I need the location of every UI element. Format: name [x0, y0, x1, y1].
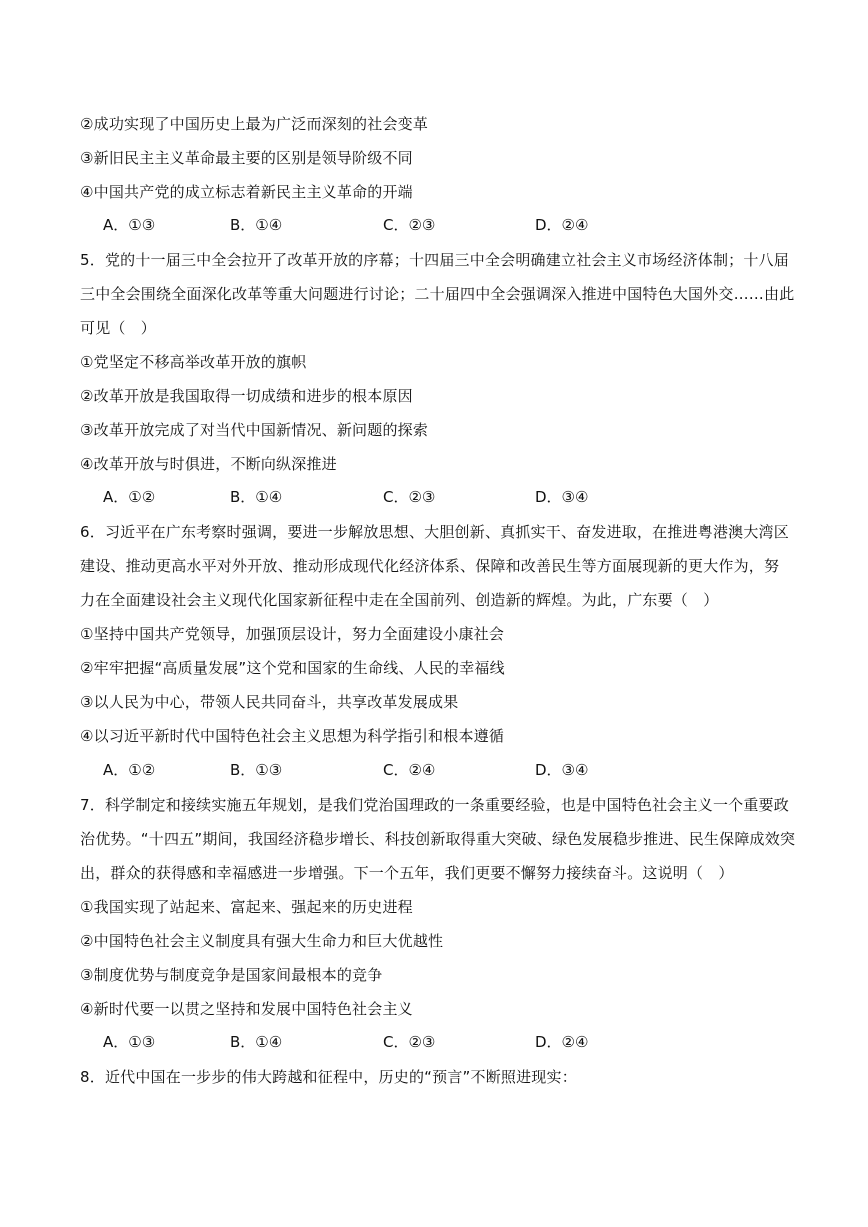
- q5-stem-line-1: 5．党的十一届三中全会拉开了改革开放的序幕；十四届三中全会明确建立社会主义市场经济体制；十八届: [80, 251, 789, 269]
- q7-option-a[interactable]: A．①③: [103, 1033, 156, 1051]
- q6-option-a[interactable]: A．①②: [103, 761, 156, 779]
- q6-stem-line-2: 建设、推动更高水平对外开放、推动形成现代化经济体系、保障和改善民生等方面展现新的更大作为，努: [80, 557, 780, 575]
- q6-choice-item-4: ④以习近平新时代中国特色社会主义思想为科学指引和根本遵循: [80, 727, 505, 745]
- q7-choice-item-2: ②中国特色社会主义制度具有强大生命力和巨大优越性: [80, 932, 444, 950]
- q4-option-a[interactable]: A．①③: [103, 216, 156, 234]
- q5-option-c[interactable]: C．②③: [383, 488, 436, 506]
- q7-answer-options: [103, 1032, 703, 1052]
- q7-option-b[interactable]: B．①④: [230, 1033, 283, 1051]
- q5-choice-item-2: ②改革开放是我国取得一切成绩和进步的根本原因: [80, 387, 413, 405]
- q5-answer-options: [103, 487, 703, 507]
- q7-choice-item-1: ①我国实现了站起来、富起来、强起来的历史进程: [80, 898, 413, 916]
- q4-answer-options: [103, 215, 703, 235]
- q5-stem-line-3: 可见（ ）: [80, 319, 157, 337]
- q4-option-c[interactable]: C．②③: [383, 216, 436, 234]
- q5-choice-item-4: ④改革开放与时俱进，不断向纵深推进: [80, 455, 337, 473]
- q7-choice-item-3: ③制度优势与制度竞争是国家间最根本的竞争: [80, 966, 383, 984]
- q4-option-d[interactable]: D．②④: [535, 216, 589, 234]
- q5-choice-item-3: ③改革开放完成了对当代中国新情况、新问题的探索: [80, 421, 429, 439]
- q8-stem-line-1: 8．近代中国在一步步的伟大跨越和征程中，历史的“预言”不断照进现实：: [80, 1068, 577, 1086]
- q6-choice-item-1: ①坚持中国共产党领导，加强顶层设计，努力全面建设小康社会: [80, 625, 505, 643]
- q7-stem-line-3: 出，群众的获得感和幸福感进一步增强。下一个五年，我们更要不懈努力接续奋斗。这说明（ ）: [80, 864, 734, 882]
- q6-choice-item-2: ②牢牢把握“高质量发展”这个党和国家的生命线、人民的幸福线: [80, 659, 505, 677]
- q4-choice-item-4: ④中国共产党的成立标志着新民主主义革命的开端: [80, 183, 413, 201]
- q6-option-b[interactable]: B．①③: [230, 761, 283, 779]
- q6-stem-line-3: 力在全面建设社会主义现代化国家新征程中走在全国前列、创造新的辉煌。为此，广东要（ ）: [80, 591, 719, 609]
- q7-option-c[interactable]: C．②③: [383, 1033, 436, 1051]
- q5-stem-line-2: 三中全会围绕全面深化改革等重大问题进行讨论；二十届四中全会强调深入推进中国特色大国外交……由此: [80, 285, 795, 303]
- q7-option-d[interactable]: D．②④: [535, 1033, 589, 1051]
- q6-stem-line-1: 6．习近平在广东考察时强调，要进一步解放思想、大胆创新、真抓实干、奋发进取，在推进粤港澳大湾区: [80, 523, 789, 541]
- q6-option-c[interactable]: C．②④: [383, 761, 436, 779]
- q7-stem-line-1: 7．科学制定和接续实施五年规划，是我们党治国理政的一条重要经验，也是中国特色社会主义一个重要政: [80, 796, 789, 814]
- q5-option-a[interactable]: A．①②: [103, 488, 156, 506]
- q6-answer-options: [103, 760, 703, 780]
- q4-option-b[interactable]: B．①④: [230, 216, 283, 234]
- q4-choice-item-3: ③新旧民主主义革命最主要的区别是领导阶级不同: [80, 149, 413, 167]
- q5-choice-item-1: ①党坚定不移高举改革开放的旗帜: [80, 353, 307, 371]
- q7-choice-item-4: ④新时代要一以贯之坚持和发展中国特色社会主义: [80, 1000, 413, 1018]
- q6-option-d[interactable]: D．③④: [535, 761, 589, 779]
- q7-stem-line-2: 治优势。“十四五”期间，我国经济稳步增长、科技创新取得重大突破、绿色发展稳步推进、民生保障成效突: [80, 830, 796, 848]
- q5-option-b[interactable]: B．①④: [230, 488, 283, 506]
- q4-choice-item-2: ②成功实现了中国历史上最为广泛而深刻的社会变革: [80, 115, 429, 133]
- q5-option-d[interactable]: D．③④: [535, 488, 589, 506]
- q6-choice-item-3: ③以人民为中心，带领人民共同奋斗，共享改革发展成果: [80, 693, 459, 711]
